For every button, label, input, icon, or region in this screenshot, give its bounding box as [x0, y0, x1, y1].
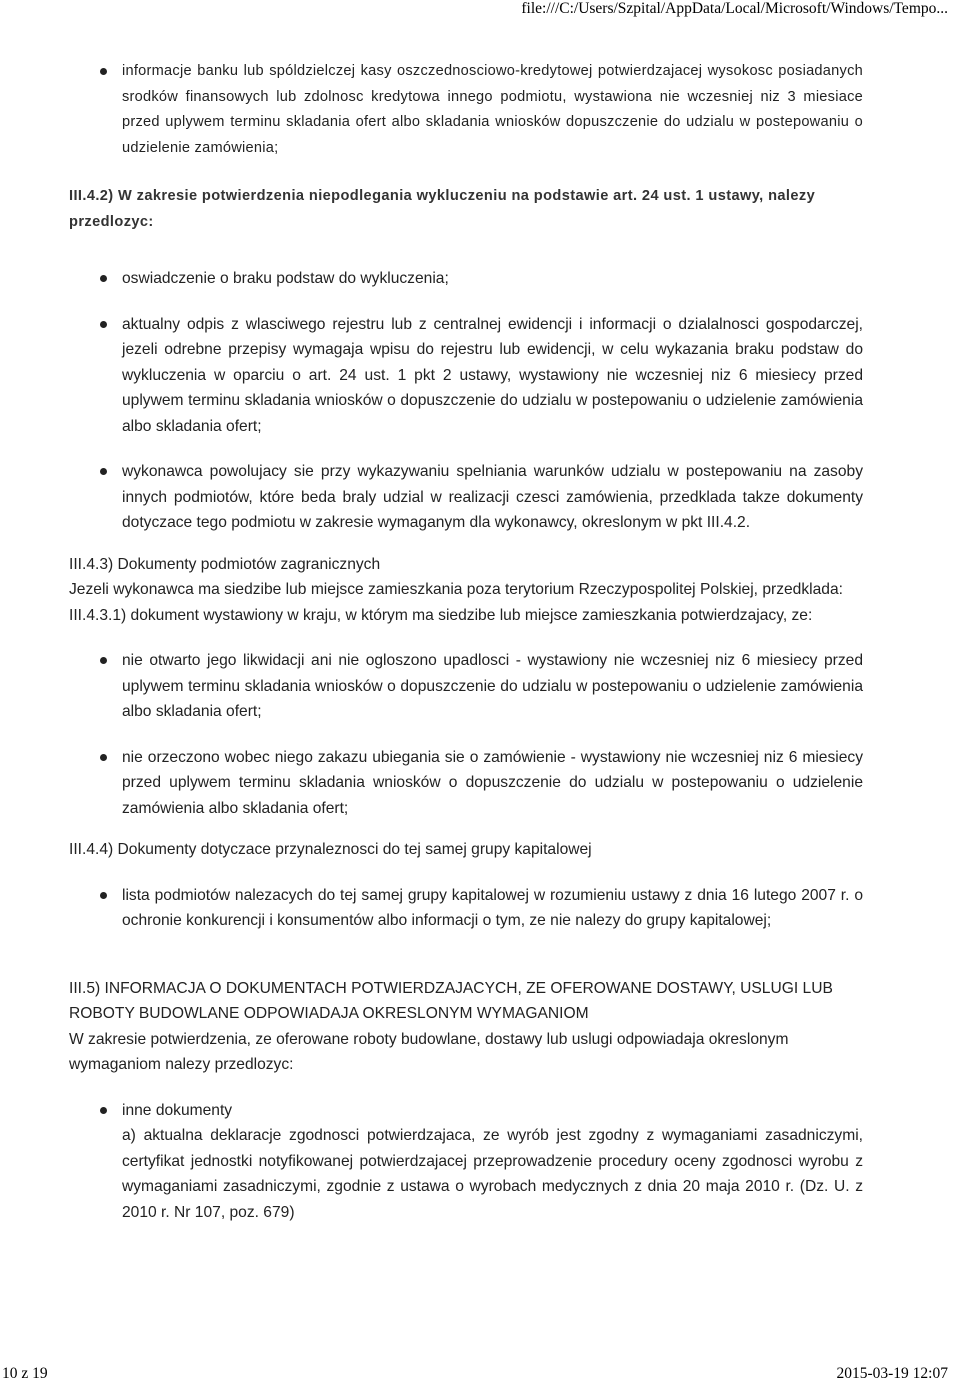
paragraph: III.5) INFORMACJA O DOKUMENTACH POTWIERDZAJACYCH, ZE OFEROWANE DOSTAWY, USLUGI LUB ROBOTY BUDOWLANE ODPOWIADAJA OKRESLONYM WYMAGANIOM	[69, 979, 833, 1022]
list-item-text: inne dokumenty	[122, 1101, 233, 1119]
list-item	[69, 312, 863, 440]
list-item-text: oswiadczenie o braku podstaw do wykluczenia;	[122, 270, 449, 287]
list-item	[69, 1098, 863, 1226]
list-item-subtext: a) aktualna deklaracje zgodnosci potwierdzajaca, ze wyrób jest zgodny z wymaganiami zasadniczymi, certyfikat jednostki notyfikowanej potwierdzajacej przeprowadzenie procedury oceny zgodnosci wyrobu z wymaganiami zasadniczymi, zgodnie z ustawa o wyrobach medycznych z dnia 20 maja 2010 r. (Dz. U. z 2010 r. Nr 107, poz. 679)	[122, 1127, 863, 1221]
bullet-list	[69, 266, 863, 292]
bullet-list	[69, 883, 863, 934]
list-item-text: nie orzeczono wobec niego zakazu ubiegania sie o zamówienie - wystawiony nie wczesniej niz 6 miesiecy przed uplywem terminu skladania wniosków o dopuszczenie do udzialu w postepowaniu o udzielenie zamówienia albo skladania ofert;	[122, 748, 863, 817]
document-body	[69, 59, 863, 1225]
paragraph: W zakresie potwierdzenia, ze oferowane roboty budowlane, dostawy lub uslugi odpowiadaja okreslonym wymaganiom nalezy przedlozyc:	[69, 1030, 789, 1073]
list-item	[69, 883, 863, 934]
print-datetime: 2015-03-19 12:07	[836, 1365, 948, 1382]
list-item	[69, 745, 863, 822]
list-item-text: aktualny odpis z wlasciwego rejestru lub z centralnej ewidencji i informacji o dzialalnosci gospodarczej, jezeli odrebne przepisy wymagaja wpisu do rejestru lub ewidencji, w celu wykazania braku podstaw do wykluczenia w oparciu o art. 24 ust. 1 pkt 2 ustawy, wystawiony nie wczesniej niz 6 miesiecy przed uplywem terminu skladania wniosków o dopuszczenie do udzialu w postepowaniu o udzielenie zamówienia albo skladania ofert;	[122, 315, 863, 435]
paragraph: III.4.3.1) dokument wystawiony w kraju, w którym ma siedzibe lub miejsce zamieszkania potwierdzajacy, ze:	[69, 606, 813, 624]
list-item	[69, 648, 863, 725]
paragraph: Jezeli wykonawca ma siedzibe lub miejsce zamieszkania poza terytorium Rzeczypospolitej Polskiej, przedklada:	[69, 581, 843, 598]
list-item-text: informacje banku lub spóldzielczej kasy oszczednosciowo-kredytowej potwierdzajacej wysokosc posiadanych srodków finansowych lub zdolnosc kredytowa innego podmiotu, wystawiona nie wczesniej niz 3 miesiace przed uplywem terminu skladania ofert albo skladania wniosków dopuszczenie do udzialu w postepowaniu o udzielenie zamówienia;	[122, 63, 863, 156]
bullet-list	[69, 1098, 863, 1226]
list-item	[69, 459, 863, 536]
page-counter: 10 z 19	[2, 1365, 48, 1382]
bullet-list	[69, 648, 863, 725]
list-item-text: nie otwarto jego likwidacji ani nie ogloszono upadlosci - wystawiony nie wczesniej niz 6 miesiecy przed uplywem terminu skladania wniosków o dopuszczenie do udzialu w postepowaniu o udzielenie zamówienia albo skladania ofert;	[122, 652, 863, 720]
bullet-list	[69, 745, 863, 822]
bullet-list	[69, 59, 863, 161]
section-heading: III.4.2) W zakresie potwierdzenia niepodlegania wykluczeniu na podstawie art. 24 ust. 1 ustawy, nalezy przedlozyc:	[69, 188, 816, 230]
list-item-text: lista podmiotów nalezacych do tej samej grupy kapitalowej w rozumieniu ustawy z dnia 16 lutego 2007 r. o ochronie konkurencji i konsumentów albo informacji o tym, ze nie nalezy do grupy kapitalowej;	[122, 886, 863, 929]
list-item	[69, 59, 863, 161]
paragraph: III.4.3) Dokumenty podmiotów zagranicznych	[69, 555, 381, 573]
list-item	[69, 266, 863, 292]
paragraph: III.4.4) Dokumenty dotyczace przynaleznosci do tej samej grupy kapitalowej	[69, 841, 592, 858]
list-item-text: wykonawca powolujacy sie przy wykazywaniu spelniania warunków udzialu w postepowaniu na zasoby innych podmiotów, które beda braly udzial w realizacji czesci zamówienia, przedklada takze dokumenty dotyczace tego podmiotu w zakresie wymaganym dla wykonawcy, okreslonym w pkt III.4.2.	[122, 463, 863, 531]
bullet-list	[69, 459, 863, 536]
file-path-header: file:///C:/Users/Szpital/AppData/Local/Microsoft/Windows/Tempo...	[521, 0, 948, 17]
bullet-list	[69, 312, 863, 440]
